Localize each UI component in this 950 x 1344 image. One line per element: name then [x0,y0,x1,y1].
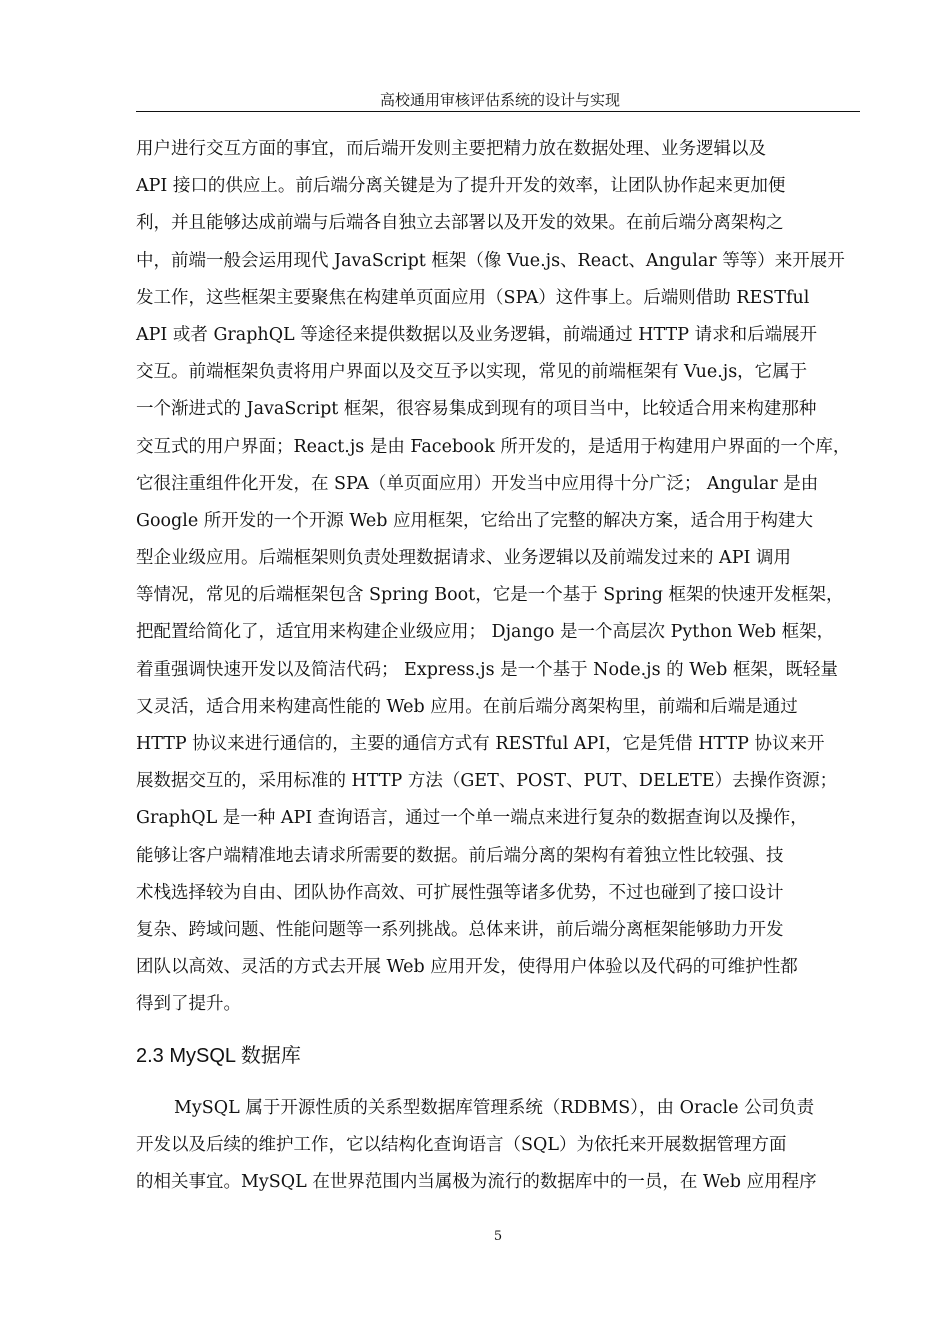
body-line: 把配置给简化了，适宜用来构建企业级应用； Django 是一个高层次 Python Web 框架， [136,622,835,643]
body-line: 交互。前端框架负责将用户界面以及交互予以实现，常见的前端框架有 Vue.js，它属于 [136,362,808,383]
body-line: 团队以高效、灵活的方式去开展 Web 应用开发，使得用户体验以及代码的可维护性都 [136,957,798,978]
body-line: 复杂、跨域问题、性能问题等一系列挑战。总体来讲，前后端分离框架能够助力开发 [136,919,784,940]
section-line: 开发以及后续的维护工作，它以结构化查询语言（SQL）为依托来开展数据管理方面 [136,1135,787,1156]
body-line: 又灵活，适合用来构建高性能的 Web 应用。在前后端分离架构里，前端和后端是通过 [136,696,798,717]
body-line: API 接口的供应上。前后端分离关键是为了提升开发的效率，让团队协作起来更加便 [136,176,786,197]
page-number: 5 [493,1229,503,1244]
body-line: GraphQL 是一种 API 查询语言，通过一个单一端点来进行复杂的数据查询以及操作， [136,808,808,829]
body-line: 交互式的用户界面；React.js 是由 Facebook 所开发的，是适用于构建用户界面的一个库， [136,436,851,457]
body-line: 中，前端一般会运用现代 JavaScript 框架（像 Vue.js、React、Angular 等等）来开展开 [136,250,845,271]
body-line: 发工作，这些框架主要聚焦在构建单页面应用（SPA）这件事上。后端则借助 RESTful [136,287,810,308]
header-rule [136,111,860,112]
body-line: 利，并且能够达成前端与后端各自独立去部署以及开发的效果。在前后端分离架构之 [136,213,784,234]
body-line: 术栈选择较为自由、团队协作高效、可扩展性强等诸多优势，不过也碰到了接口设计 [136,882,784,903]
body-line: HTTP 协议来进行通信的，主要的通信方式有 RESTful API，它是凭借 HTTP 协议来开 [136,734,825,754]
section-line: 的相关事宜。MySQL 在世界范围内当属极为流行的数据库中的一员，在 Web 应用程序 [136,1172,817,1193]
body-line: 展数据交互的，采用标准的 HTTP 方法（GET、POST、PUT、DELETE）去操作资源； [136,771,838,792]
body-line: 型企业级应用。后端框架则负责处理数据请求、业务逻辑以及前端发过来的 API 调用 [136,548,791,569]
body-line: 等情况，常见的后端框架包含 Spring Boot，它是一个基于 Spring 框架的快速开发框架， [136,585,844,606]
running-header-title: 高校通用审核评估系统的设计与实现 [379,91,620,109]
body-line: 得到了提升。 [136,994,241,1015]
section-heading: 2.3 MySQL 数据库 [136,1045,301,1067]
body-line: 着重强调快速开发以及简洁代码； Express.js 是一个基于 Node.js 的 Web 框架，既轻量 [136,659,838,680]
body-line: 用户进行交互方面的事宜，而后端开发则主要把精力放在数据处理、业务逻辑以及 [136,139,766,159]
body-paragraph [136,131,876,1024]
body-line: 能够让客户端精准地去请求所需要的数据。前后端分离的架构有着独立性比较强、技 [136,845,784,866]
section-paragraph [136,1090,876,1202]
body-line: API 或者 GraphQL 等途径来提供数据以及业务逻辑，前端通过 HTTP 请求和后端展开 [136,324,818,345]
body-line: Google 所开发的一个开源 Web 应用框架，它给出了完整的解决方案，适合用于构建大 [136,510,814,531]
body-line: 它很注重组件化开发，在 SPA（单页面应用）开发当中应用得十分广泛； Angular 是由 [136,473,819,494]
section-line: MySQL 属于开源性质的关系型数据库管理系统（RDBMS），由 Oracle 公司负责 [174,1098,815,1118]
body-line: 一个渐进式的 JavaScript 框架，很容易集成到现有的项目当中，比较适合用来构建那种 [136,399,817,420]
